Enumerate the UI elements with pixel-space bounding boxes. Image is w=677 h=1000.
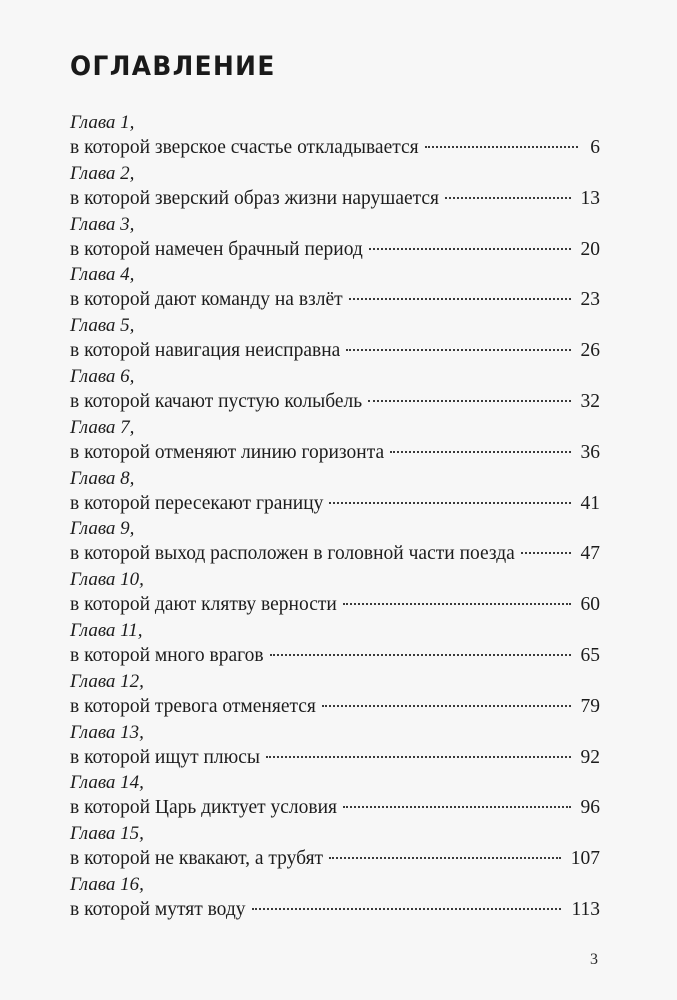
dot-leader (343, 603, 571, 605)
chapter-title: в которой выход расположен в головной части поезда (70, 543, 515, 565)
chapter-line (70, 794, 600, 823)
chapter-page-number: 92 (580, 746, 600, 768)
chapter-title: в которой зверское счастье откладывается (70, 137, 419, 158)
chapter-line (70, 286, 600, 315)
chapter-page-number: 107 (570, 848, 600, 870)
page-title: ОГЛАВЛЕНИЕ (70, 51, 276, 82)
chapter-title: в которой много врагов (70, 644, 264, 666)
chapter-label: Глава 16, (70, 873, 144, 895)
chapter-page-number: 13 (580, 187, 600, 209)
chapter-title: в которой пересекают границу (70, 492, 324, 514)
chapter-title: в которой ищут плюсы (70, 746, 260, 768)
chapter-line (70, 896, 600, 925)
dot-leader (343, 806, 570, 808)
chapter-page-number: 23 (580, 289, 600, 311)
dot-leader (521, 552, 571, 554)
chapter-title: в которой навигация неисправна (70, 340, 341, 362)
chapter-page-number: 20 (580, 238, 600, 260)
chapter-label: Глава 15, (70, 823, 144, 845)
chapter-line (70, 845, 600, 874)
chapter-title: в которой не квакают, а трубят (70, 848, 324, 870)
chapter-line (70, 185, 600, 214)
chapter-title: в которой качают пустую колыбель (70, 390, 363, 412)
dot-leader (252, 908, 562, 910)
toc-entry (70, 366, 600, 417)
chapter-title: в которой дают команду на взлёт (70, 289, 343, 311)
chapter-line (70, 490, 600, 519)
chapter-title: в которой зверский образ жизни нарушается (70, 187, 440, 209)
dot-leader (390, 451, 570, 453)
chapter-line (70, 693, 600, 722)
toc-entry (70, 315, 600, 366)
chapter-label: Глава 6, (70, 365, 135, 387)
chapter-page-number: 26 (580, 340, 600, 362)
chapter-line (70, 337, 600, 366)
toc-entry (70, 823, 600, 874)
dot-leader (270, 654, 571, 656)
chapter-page-number: 60 (580, 594, 600, 616)
chapter-page-number: 6 (590, 137, 600, 158)
toc-entry (70, 417, 600, 468)
dot-leader (266, 756, 571, 758)
toc-entry (70, 264, 600, 315)
chapter-line (70, 134, 600, 163)
dot-leader (329, 502, 570, 504)
toc-entry (70, 518, 600, 569)
chapter-line (70, 744, 600, 773)
toc-entry (70, 214, 600, 265)
chapter-line (70, 591, 600, 620)
chapter-page-number: 41 (580, 492, 600, 514)
toc-entry (70, 874, 600, 925)
toc-entry (70, 468, 600, 519)
chapter-title: в которой дают клятву верности (70, 594, 337, 616)
toc-entry (70, 569, 600, 620)
chapter-label: Глава 10, (70, 569, 144, 591)
chapter-title: в которой Царь диктует условия (70, 797, 338, 819)
chapter-label: Глава 12, (70, 670, 144, 692)
toc-entry (70, 772, 600, 823)
dot-leader (322, 705, 571, 707)
toc-entry (70, 722, 600, 773)
chapter-label: Глава 7, (70, 416, 135, 438)
toc-entry (70, 112, 600, 163)
chapter-page-number: 47 (580, 543, 600, 565)
chapter-title: в которой мутят воду (70, 898, 246, 920)
chapter-label: Глава 9, (70, 518, 135, 540)
chapter-label: Глава 14, (70, 772, 144, 794)
dot-leader (349, 298, 571, 300)
chapter-label: Глава 3, (70, 213, 135, 235)
chapter-label: Глава 2, (70, 162, 135, 184)
toc-entry (70, 620, 600, 671)
chapter-label: Глава 8, (70, 467, 135, 489)
chapter-line (70, 388, 600, 417)
chapter-page-number: 113 (571, 898, 600, 920)
dot-leader (368, 400, 570, 402)
chapter-page-number: 96 (580, 797, 600, 819)
dot-leader (369, 248, 571, 250)
page-number: 3 (590, 951, 598, 968)
table-of-contents (70, 112, 600, 925)
toc-entry (70, 671, 600, 722)
chapter-label: Глава 11, (70, 619, 143, 641)
chapter-line (70, 236, 600, 265)
dot-leader (329, 857, 561, 859)
chapter-label: Глава 5, (70, 315, 135, 337)
chapter-line (70, 540, 600, 569)
dot-leader (346, 349, 570, 351)
toc-entry (70, 163, 600, 214)
chapter-label: Глава 4, (70, 264, 135, 286)
chapter-title: в которой намечен брачный период (70, 238, 363, 260)
chapter-label: Глава 1, (70, 112, 135, 133)
chapter-title: в которой отменяют линию горизонта (70, 441, 385, 463)
dot-leader (445, 197, 570, 199)
chapter-page-number: 65 (580, 644, 600, 666)
chapter-page-number: 79 (580, 695, 600, 717)
chapter-label: Глава 13, (70, 721, 144, 743)
chapter-title: в которой тревога отменяется (70, 695, 316, 717)
chapter-page-number: 36 (580, 441, 600, 463)
chapter-page-number: 32 (580, 390, 600, 412)
chapter-line (70, 642, 600, 671)
chapter-line (70, 439, 600, 468)
dot-leader (425, 146, 578, 148)
